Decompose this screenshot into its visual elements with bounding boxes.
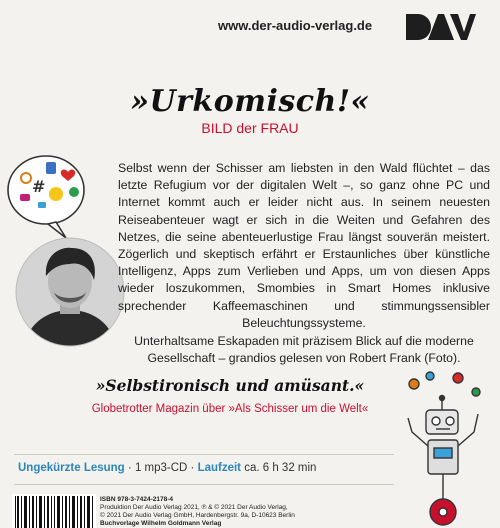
dav-logo [404, 12, 476, 42]
blurb-paragraph-1: Selbst wenn der Schisser am liebsten in den Wald flüchtet – das letzte Refugium vor der digitalen Welt –, so ganz ohne PC und Internet kommt auch er leider nicht aus. In seinem neuesten Reiseabenteuer wagt er sich in die Weiten und Gefahren des Netzes, die seine abenteuerlustige Frau längst souverän meistert. Zögerlich und skeptisch erfährt er Erstaunliches über künstliche Intelligenz, Apps zum Verlieben und Apps, um von diesen Apps wieder loszukommen, Smombies in Smart Homes inklusive sprechender Kaffeemaschinen und stimmungssensibler Beleuchtungssysteme. [118, 161, 490, 330]
review-source: Globetrotter Magazin über »Als Schisser um die Welt« [91, 403, 369, 415]
unabridged-label: Ungekürzte Lesung [18, 462, 125, 474]
runtime-label: Laufzeit [197, 462, 242, 474]
barcode [12, 494, 96, 528]
robot-unicycle-illustration [392, 370, 496, 528]
divider [14, 484, 394, 485]
headline-source: BILD der FRAU [201, 120, 299, 136]
narrator-portrait [14, 236, 126, 348]
product-meta [18, 462, 316, 474]
format-text: · 1 mp3-CD · [124, 462, 198, 474]
thumbs-up-icon [46, 162, 56, 174]
smiley-icon [49, 187, 63, 201]
blurb-paragraph-2: Unterhaltsame Eskapaden mit präzisem Blick auf die moderne Gesellschaft – grandios gelesen von Robert Frank (Foto). [134, 334, 474, 366]
isbn-info [100, 496, 295, 528]
divider [14, 454, 394, 455]
runtime-value: ca. 6 h 32 min [241, 462, 317, 474]
at-icon [69, 187, 79, 197]
copyright-line: © 2021 Der Audio Verlag GmbH, Hardenbergstr. 9a, D-10623 Berlin [100, 512, 295, 519]
headline-quote: »Urkomisch!« [130, 84, 370, 119]
svg-text:#: # [32, 177, 46, 196]
isbn-line: ISBN 978-3-7424-2178-4 [100, 496, 173, 503]
speech-bubble-icon [4, 150, 88, 242]
source-book-line: Buchvorlage Wilhelm Goldmann Verlag [100, 520, 222, 527]
blurb-text [118, 160, 490, 367]
hashtag-icon [32, 177, 45, 196]
publisher-url[interactable]: www.der-audio-verlag.de [218, 18, 373, 33]
review-quote: »Selbstironisch und amüsant.« [95, 376, 365, 395]
production-line: Produktion Der Audio Verlag 2021, ℗ & © 2021 Der Audio Verlag, [100, 504, 288, 511]
